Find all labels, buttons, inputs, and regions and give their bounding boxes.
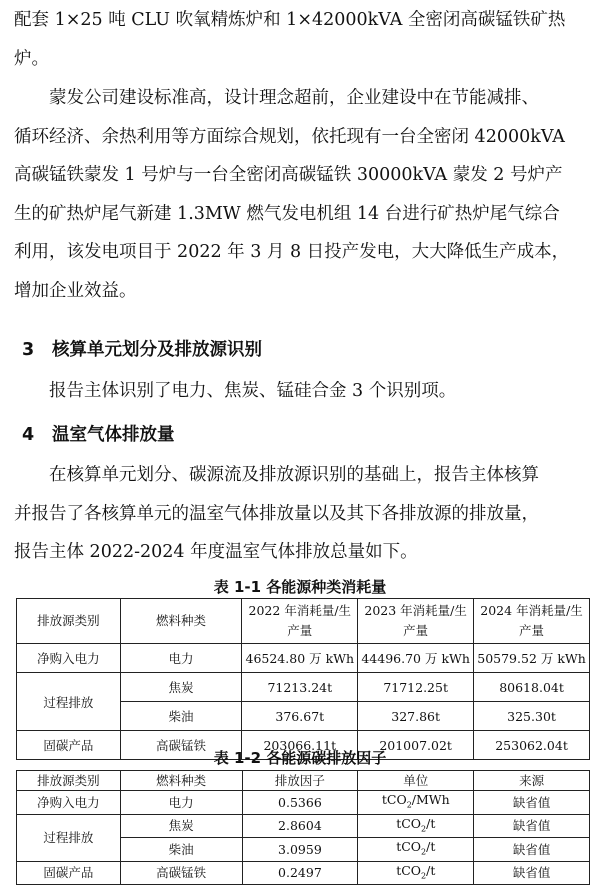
- header-cell: 排放因子: [242, 771, 358, 791]
- table-header-row: [17, 771, 590, 791]
- text-line: 并报告了各核算单元的温室气体排放量以及其下各排放源的排放量，: [14, 503, 539, 524]
- factor-cell: 2.8604: [242, 814, 358, 838]
- text-line: 高碳锰铁蒙发 1 号炉与一台全密闭高碳锰铁 30000kVA 蒙发 2 号炉产: [14, 165, 563, 185]
- table-row: [17, 791, 590, 815]
- factor-cell: 0.2497: [242, 861, 358, 885]
- fuel-cell: 电力: [120, 791, 242, 815]
- fuel-cell: 焦炭: [120, 673, 242, 702]
- header-cell: 排放源类别: [17, 771, 121, 791]
- category-cell: 过程排放: [17, 814, 121, 861]
- emission-factor-table: [16, 770, 590, 885]
- factor-cell: 3.0959: [242, 838, 358, 862]
- section-title: 温室气体排放量: [52, 425, 175, 445]
- fuel-cell: 柴油: [120, 702, 242, 731]
- unit-cell: tCO$_2$/MWh: [358, 791, 474, 815]
- header-cell: 排放源类别: [17, 599, 121, 644]
- unit-cell: tCO$_2$/t: [358, 838, 474, 862]
- table-row: [17, 814, 590, 838]
- table-row: [17, 861, 590, 885]
- value-cell: 71712.25t: [358, 673, 474, 702]
- value-cell: 325.30t: [474, 702, 590, 731]
- header-cell: 单位: [358, 771, 474, 791]
- section3-body: [49, 372, 585, 411]
- source-cell: 缺省值: [474, 814, 590, 838]
- text-line: 利用，该发电项目于 2022 年 3 月 8 日投产发电，大大降低生产成本，: [14, 242, 570, 262]
- value-cell: 71213.24t: [242, 673, 358, 702]
- table-row: [17, 644, 590, 673]
- table-row: [17, 673, 590, 702]
- unit-cell: tCO$_2$/t: [358, 814, 474, 838]
- mengfa-paragraph: [14, 79, 586, 310]
- section-number: 4: [22, 425, 35, 445]
- text-line: 炉。: [14, 48, 49, 69]
- text-line: 报告主体识别了电力、焦炭、锰硅合金 3 个识别项。: [49, 381, 457, 401]
- category-cell: 净购入电力: [17, 644, 121, 673]
- category-cell: 固碳产品: [17, 731, 121, 760]
- fuel-cell: 电力: [120, 644, 242, 673]
- category-cell: 固碳产品: [17, 861, 121, 885]
- table-header-row: [17, 599, 590, 644]
- table2-caption: 表 1-2 各能源碳排放因子: [213, 749, 387, 767]
- header-cell: 2024 年消耗量/生产量: [474, 599, 590, 644]
- value-cell: 376.67t: [242, 702, 358, 731]
- header-cell: 2023 年消耗量/生产量: [358, 599, 474, 644]
- unit-cell: tCO$_2$/t: [358, 861, 474, 885]
- source-cell: 缺省值: [474, 838, 590, 862]
- fuel-cell: 高碳锰铁: [120, 861, 242, 885]
- fuel-cell: 焦炭: [120, 814, 242, 838]
- section-title: 核算单元划分及排放源识别: [52, 340, 262, 360]
- source-cell: 缺省值: [474, 791, 590, 815]
- section-heading-3: [22, 336, 262, 361]
- section4-body: [14, 456, 586, 572]
- text-line: 循环经济、余热利用等方面综合规划，依托现有一台全密闭 42000kVA: [14, 126, 565, 147]
- source-cell: 缺省值: [474, 861, 590, 885]
- energy-consumption-table: [16, 598, 590, 760]
- text-line: 生的矿热炉尾气新建 1.3MW 燃气发电机组 14 台进行矿热炉尾气综合: [14, 203, 560, 224]
- category-cell: 过程排放: [17, 673, 121, 731]
- header-cell: 燃料种类: [120, 771, 242, 791]
- text-line: 蒙发公司建设标准高，设计理念超前，企业建设中在节能减排、: [49, 88, 539, 108]
- fuel-cell: 柴油: [120, 838, 242, 862]
- table1-caption: 表 1-1 各能源种类消耗量: [213, 578, 387, 596]
- value-cell: 201007.02t: [358, 731, 474, 760]
- text-line: 报告主体 2022-2024 年度温室气体排放总量如下。: [14, 542, 418, 562]
- section-number: 3: [22, 340, 35, 360]
- header-cell: 2022 年消耗量/生产量: [242, 599, 358, 644]
- value-cell: 253062.04t: [474, 731, 590, 760]
- header-cell: 燃料种类: [120, 599, 242, 644]
- category-cell: 净购入电力: [17, 791, 121, 815]
- text-line: 在核算单元划分、碳源流及排放源识别的基础上，报告主体核算: [49, 465, 539, 485]
- value-cell: 327.86t: [358, 702, 474, 731]
- text-line: 配套 1×25 吨 CLU 吹氧精炼炉和 1×42000kVA 全密闭高碳锰铁矿热: [14, 10, 566, 30]
- value-cell: 50579.52 万 kWh: [474, 644, 590, 673]
- value-cell: 44496.70 万 kWh: [358, 644, 474, 673]
- text-line: 增加企业效益。: [14, 280, 137, 301]
- header-cell: 来源: [474, 771, 590, 791]
- section-heading-4: [22, 421, 175, 446]
- fuel-cell: 高碳锰铁: [120, 731, 242, 760]
- factor-cell: 0.5366: [242, 791, 358, 815]
- value-cell: 46524.80 万 kWh: [242, 644, 358, 673]
- value-cell: 80618.04t: [474, 673, 590, 702]
- value-cell: 203066.11t: [242, 731, 358, 760]
- intro-paragraph: [14, 1, 586, 78]
